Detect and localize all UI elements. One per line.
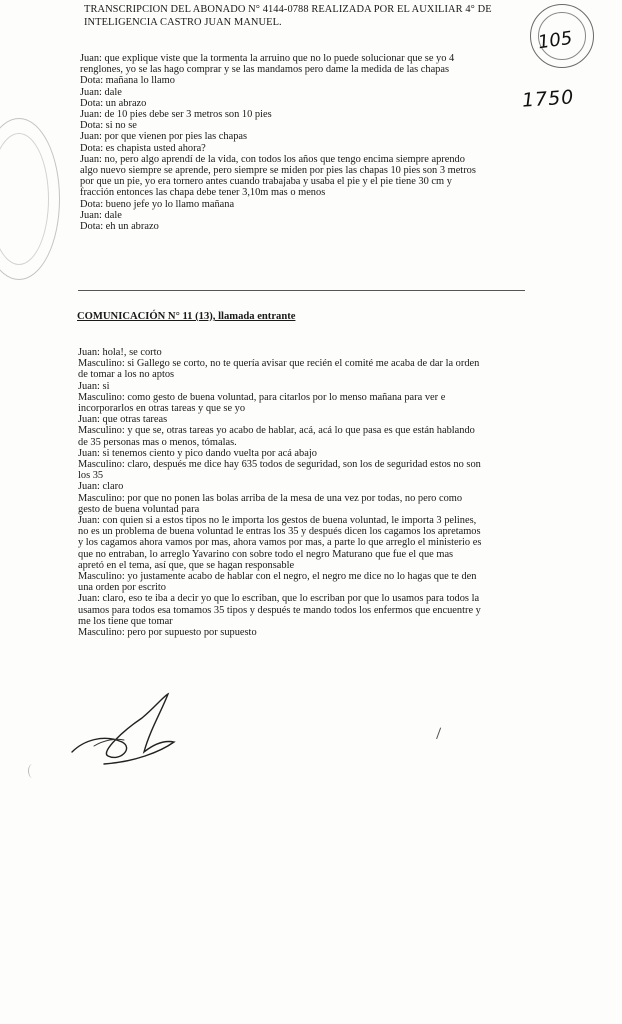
- transcript-line: no es un problema de buena voluntad le entras los 35 y después dicen los cagamos los apretamos: [78, 526, 481, 538]
- transcript-line: Masculino: claro, después me dice hay 635 todos de seguridad, son los de seguridad estos no son: [78, 459, 481, 471]
- transcript-line: gesto de buena voluntad para: [78, 503, 200, 515]
- header-line-2: INTELIGENCIA CASTRO JUAN MANUEL.: [84, 16, 282, 28]
- transcript-block-1: [80, 53, 535, 232]
- transcript-line: Juan: con quien si a estos tipos no le importa los gestos de buena voluntad, le importa 3 pelines,: [78, 515, 477, 527]
- transcript-line: Juan: dale: [80, 209, 122, 221]
- section-divider: [78, 290, 525, 291]
- transcript-line: Juan: que explique viste que la tormenta la arruino que no lo puede solucionar que se yo 4: [80, 53, 455, 64]
- transcript-line: me los tiene que tomar: [78, 615, 173, 627]
- transcript-line: Juan: que otras tareas: [78, 414, 168, 426]
- faded-seal-inner-ring: [0, 133, 49, 265]
- transcript-line: los 35: [78, 470, 104, 482]
- transcript-line: Juan: de 10 pies debe ser 3 metros son 10 pies: [80, 109, 272, 121]
- transcript-line: Dota: eh un abrazo: [80, 221, 159, 233]
- transcript-line: incorporarlos en otras tareas y que se yo: [78, 403, 246, 415]
- transcript-line: Juan: claro: [78, 481, 124, 493]
- transcript-line: Masculino: pero por supuesto por supuesto: [78, 627, 257, 639]
- transcript-block-2: [78, 347, 526, 638]
- transcript-line: Masculino: si Gallego se corto, no te quería avisar que recién el comité me acaba de dar la orden: [78, 358, 480, 370]
- margin-smudge: [28, 764, 37, 778]
- transcript-line: Dota: mañana lo llamo: [80, 75, 175, 87]
- transcript-line: Dota: un abrazo: [80, 97, 147, 109]
- section-title: COMUNICACIÓN N° 11 (13), llamada entrante: [77, 311, 296, 322]
- transcript-line: Juan: dale: [80, 86, 122, 98]
- handwritten-page-number: 1750: [521, 86, 576, 112]
- transcript-line: Juan: claro, eso te iba a decir yo que lo escriban, que lo escriban por que lo usamos para todos la: [78, 593, 480, 605]
- faded-seal-stamp: [0, 118, 60, 280]
- transcript-line: fracción entonces las chapa debe tener 3,10m mas o menos: [80, 187, 326, 199]
- header-line-1: TRANSCRIPCION DEL ABONADO N° 4144-0788 REALIZADA POR EL AUXILIAR 4° DE: [84, 4, 492, 15]
- transcript-line: Dota: si no se: [80, 120, 137, 132]
- transcript-line: Dota: es chapista usted ahora?: [80, 142, 206, 154]
- transcript-line: Juan: por que vienen por pies las chapas: [80, 131, 248, 143]
- transcript-line: Juan: no, pero algo aprendí de la vida, con todos los años que tengo encima siempre aprendo: [80, 153, 465, 165]
- ink-mark: [436, 728, 445, 741]
- transcript-line: usamos para todos esa tomamos 35 tipos y después te mando todos los enfermos que encuentre y: [78, 604, 481, 616]
- transcript-line: Masculino: como gesto de buena voluntad, para citarlos por lo menso mañana para ver e: [78, 391, 446, 403]
- transcript-line: Juan: hola!, se corto: [78, 347, 162, 358]
- transcript-line: Masculino: yo justamente acabo de hablar con el negro, el negro me dice no lo hagas que te den: [78, 571, 477, 583]
- transcript-line: de 35 personas mas o menos, tómalas.: [78, 436, 237, 448]
- transcript-line: una orden por escrito: [78, 582, 167, 594]
- document-header: [84, 4, 584, 29]
- transcript-line: por que un pie, yo era tornero antes cuando trabajaba y usaba el pie y el pie tiene 30 cm y: [80, 176, 452, 188]
- transcript-line: Juan: si: [78, 380, 110, 392]
- transcript-line: apretó en el tema, así que, que se hagan responsable: [78, 559, 295, 571]
- transcript-line: Masculino: y que se, otras tareas yo acabo de hablar, acá, acá lo que pasa es que están hablando: [78, 425, 475, 437]
- handwritten-signature: [64, 690, 214, 770]
- transcript-line: algo nuevo siempre se aprende, pero siempre se miden por pies las chapas 10 pies son 3 metros: [80, 165, 476, 177]
- transcript-line: Dota: bueno jefe yo lo llamo mañana: [80, 198, 235, 210]
- transcript-line: Juan: si tenemos ciento y pico dando vuelta por acá abajo: [78, 447, 317, 459]
- transcript-line: renglones, yo se las hago comprar y se las mandamos pero dame la medida de las chapas: [80, 64, 450, 76]
- transcript-line: que no entraban, lo arreglo Yavarino con sobre todo el negro Maturano que fue el que mas: [78, 548, 454, 560]
- transcript-line: y los cagamos ahora vamos por mas, ahora vamos por mas, a parte lo que arreglo el ministerio es: [78, 537, 482, 549]
- handwritten-folio-number: 105: [536, 27, 574, 54]
- transcript-line: de tomar a los no aptos: [78, 369, 175, 381]
- transcript-line: Masculino: por que no ponen las bolas arriba de la mesa de una vez por todas, no pero como: [78, 492, 463, 504]
